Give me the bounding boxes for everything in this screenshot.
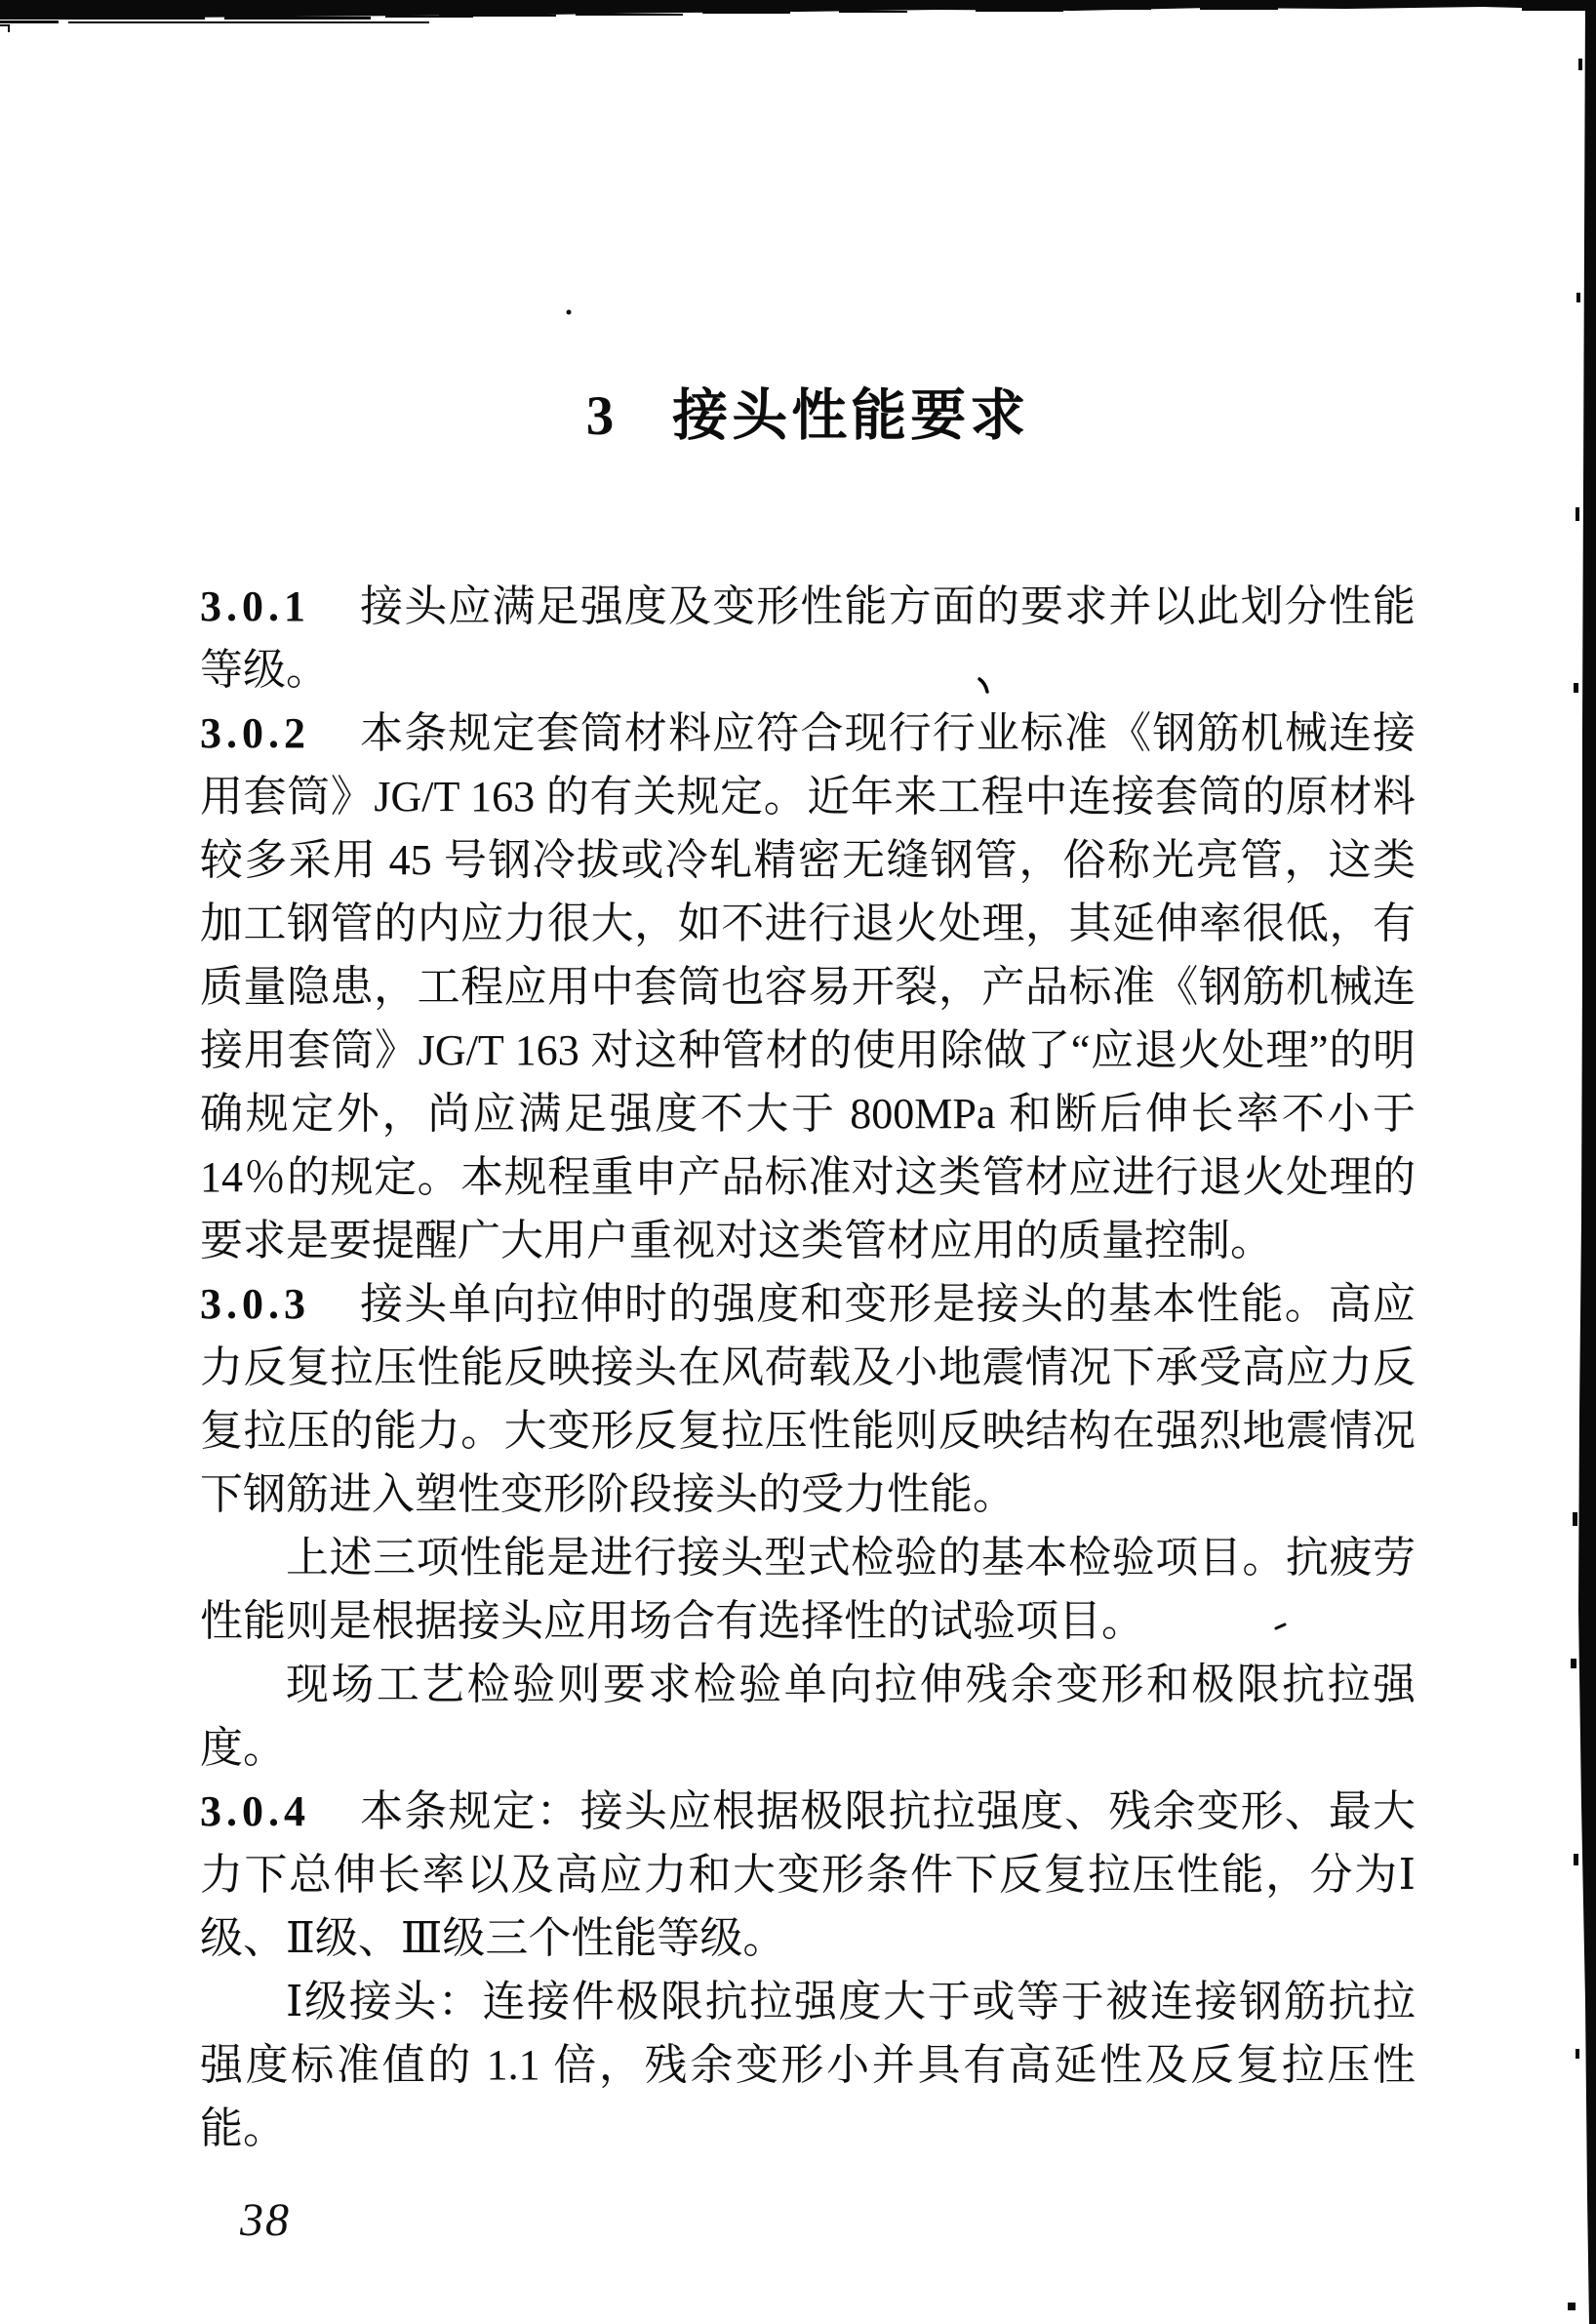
clause-text: 接头单向拉伸时的强度和变形是接头的基本性能。高应力反复拉压性能反映接头在风荷载及小地震情况下承受高应力反复拉压的能力。大变形反复拉压性能则反映结构在强烈地震情况下钢筋进入塑性变形阶段接头的受力性能。 — [200, 1280, 1416, 1518]
clause-text: 接头应满足强度及变形性能方面的要求并以此划分性能等级。 — [200, 582, 1416, 694]
clause-text: 本条规定套筒材料应符合现行行业标准《钢筋机械连接用套筒》JG/T 163 的有关规定。近年来工程中连接套筒的原材料较多采用 45 号钢冷拔或冷轧精密无缝钢管，俗称光亮管，这类加工钢管的内应力很大，如不进行退火处理，其延伸率很低，有质量隐患，工程应用中套筒也容易开裂，产品标准《钢筋机械连接用套筒》JG/T 163 对这种管材的使用除做了“应退火处理”的明确规定外，尚应满足强度不大于 800MPa 和断后伸长率不小于 14％的规定。本规程重申产品标准对这类管材应进行退火处理的要求是要提醒广大用户重视对这类管材应用的质量控制。 — [200, 709, 1416, 1264]
clause-3-0-4 — [200, 1780, 1416, 1970]
page-number: 38 — [240, 2194, 291, 2246]
clause-text: Ⅰ级接头：连接件极限抗拉强度大于或等于被连接钢筋抗拉强度标准值的 1.1 倍，残余变形小并具有高延性及反复拉压性能。 — [200, 1978, 1416, 2152]
clause-text: 现场工艺检验则要求检验单向拉伸残余变形和极限抗拉强度。 — [200, 1661, 1416, 1772]
clause-3-0-1 — [200, 575, 1416, 701]
clause-text: 上述三项性能是进行接头型式检验的基本检验项目。抗疲劳性能则是根据接头应用场合有选择性的试验项目。 — [200, 1534, 1416, 1645]
top-left-corner-mark — [0, 24, 10, 32]
clause-number: 3.0.1 — [200, 582, 310, 630]
clause-3-0-3 — [200, 1272, 1416, 1526]
commentary-paragraph — [200, 1653, 1416, 1780]
clause-number: 3.0.2 — [200, 709, 310, 757]
body-text — [200, 575, 1416, 2160]
commentary-paragraph — [200, 1526, 1416, 1653]
clause-text: 本条规定：接头应根据极限抗拉强度、残余变形、最大力下总伸长率以及高应力和大变形条件下反复拉压性能，分为Ⅰ级、Ⅱ级、Ⅲ级三个性能等级。 — [200, 1787, 1416, 1962]
clause-3-0-2 — [200, 701, 1416, 1272]
chapter-number: 3 — [585, 385, 617, 447]
chapter-title-text: 接头性能要求 — [672, 385, 1030, 447]
page-title — [200, 384, 1416, 449]
commentary-paragraph — [200, 1970, 1416, 2160]
clause-number: 3.0.4 — [200, 1787, 310, 1835]
right-edge-gutter-shadow — [1568, 0, 1596, 2324]
clause-number: 3.0.3 — [200, 1280, 310, 1328]
top-edge-scan-band — [0, 0, 1596, 23]
